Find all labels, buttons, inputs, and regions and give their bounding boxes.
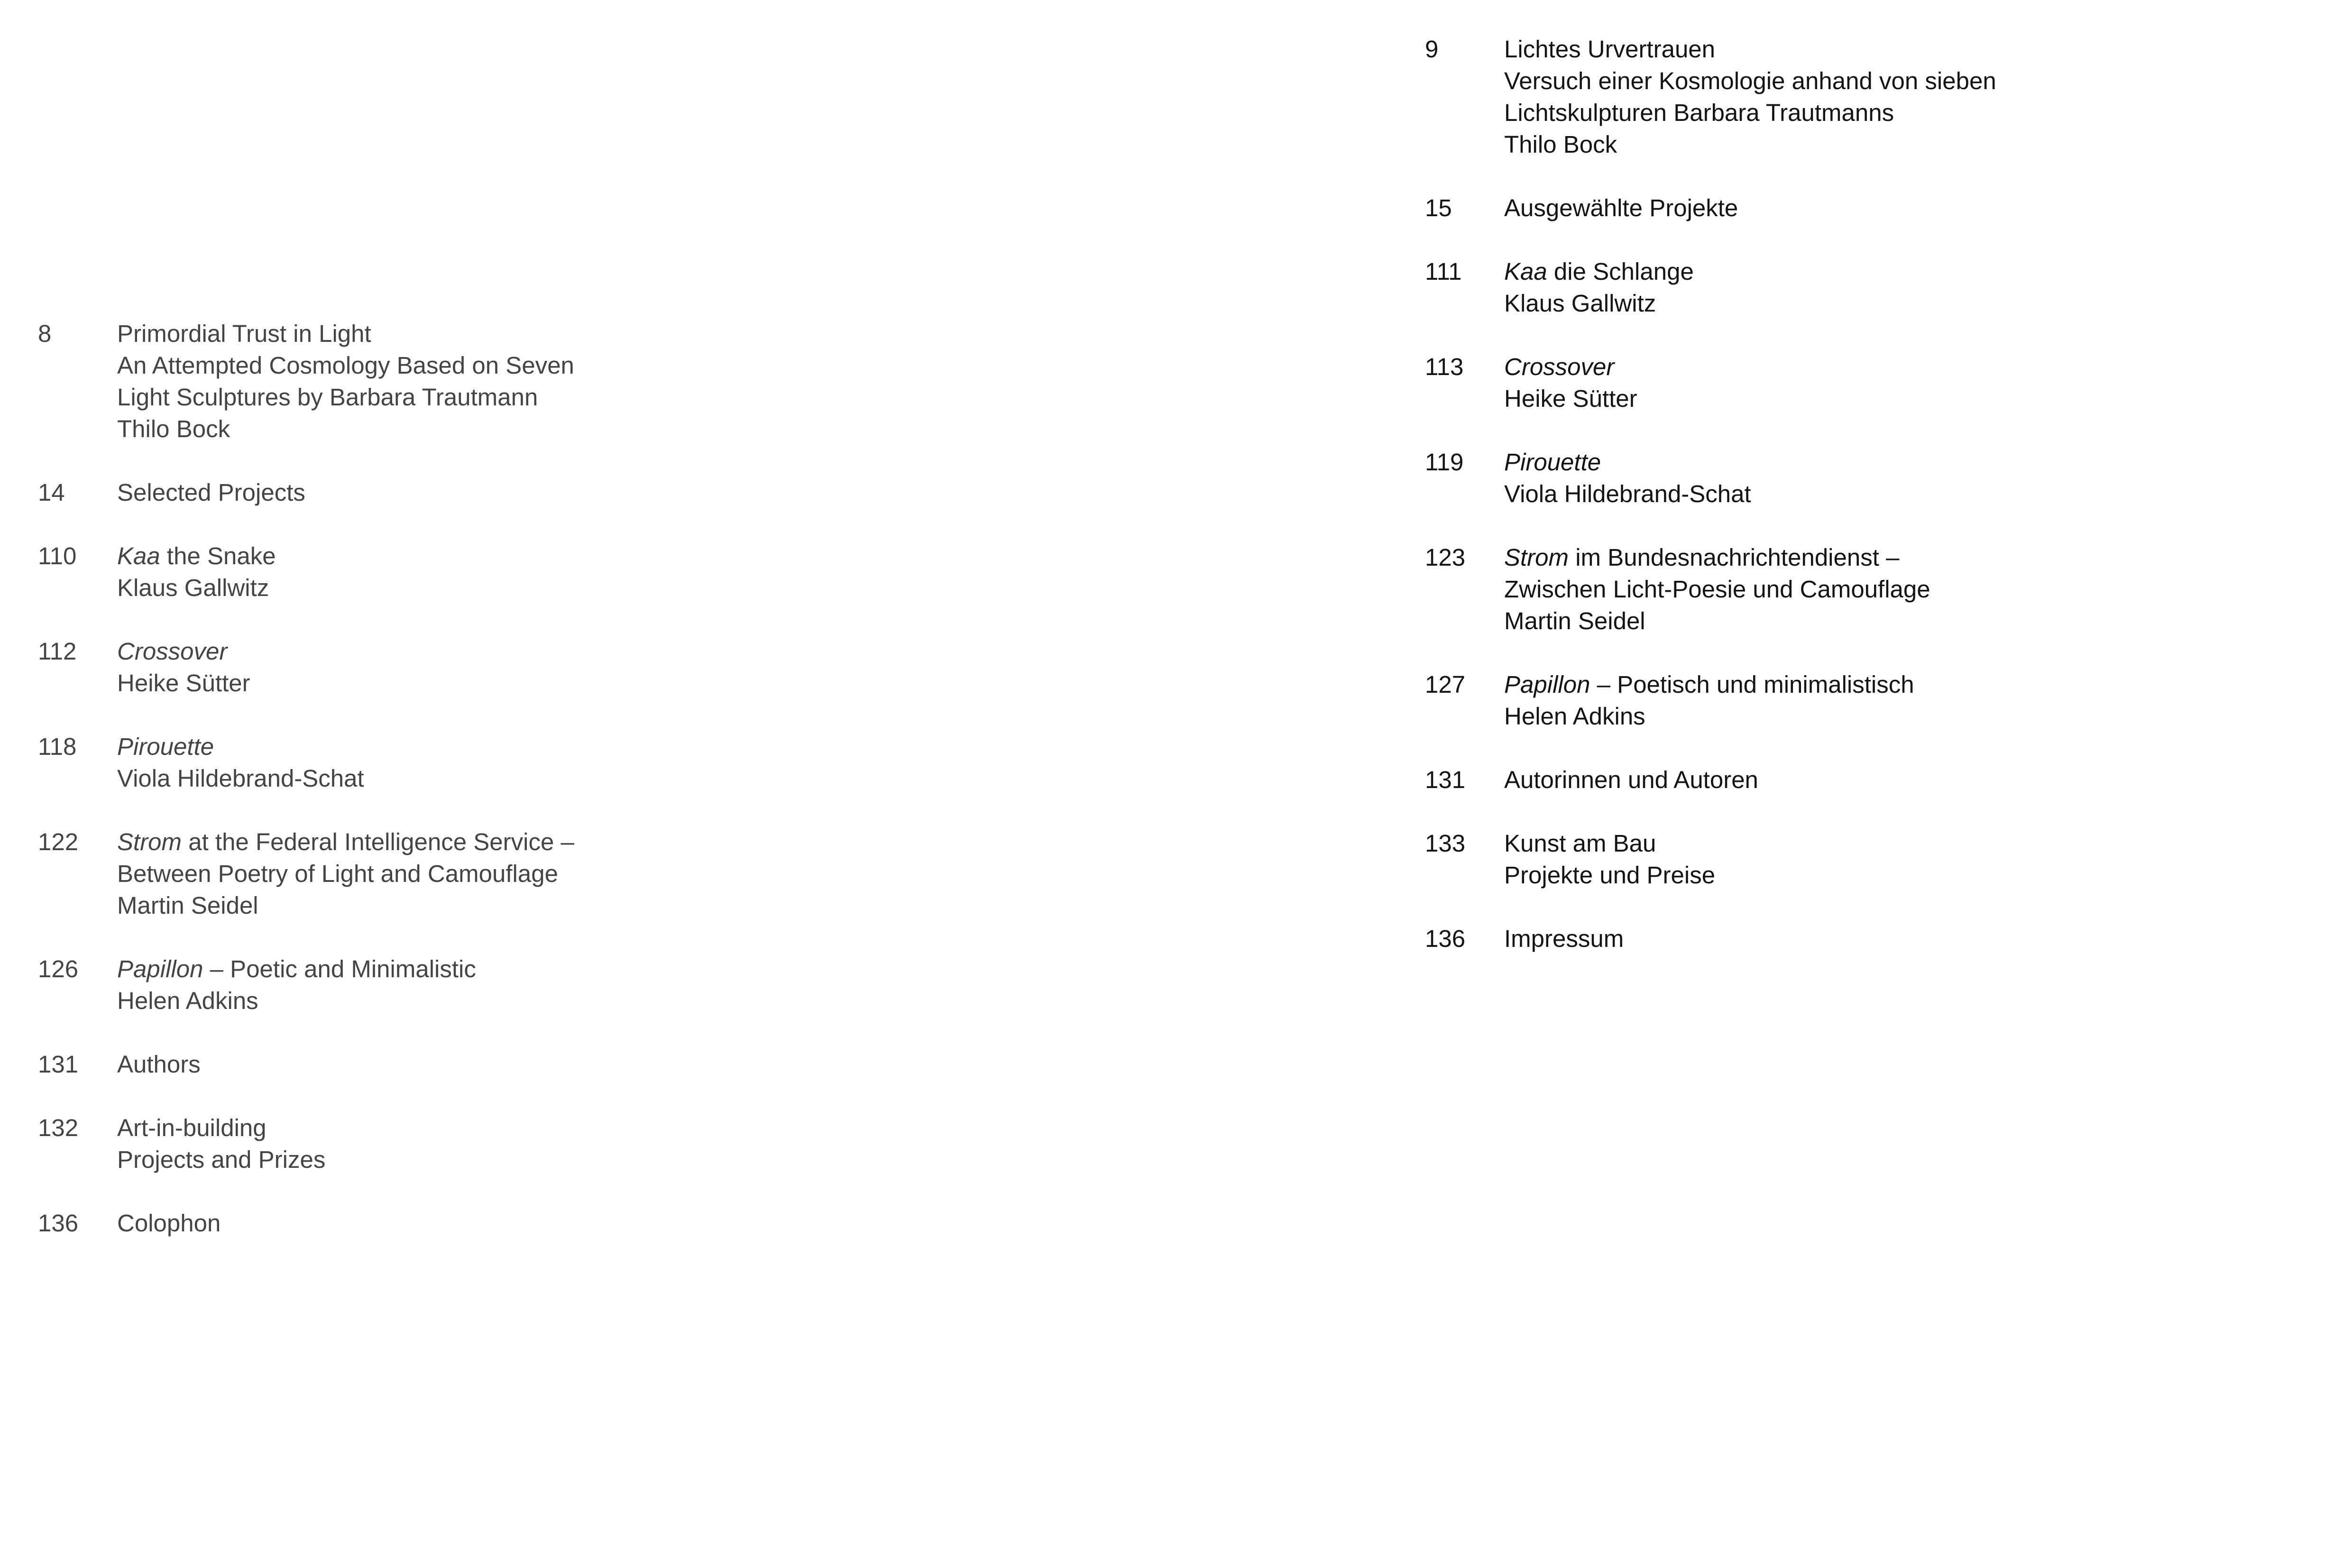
toc-entry[interactable]: [1425, 923, 1996, 954]
entry-title: Papillon – Poetisch und minimalistisch: [1504, 671, 1914, 698]
toc-entry[interactable]: [38, 635, 574, 699]
page-number: 122: [38, 828, 79, 855]
toc-entry[interactable]: [1425, 446, 1996, 510]
page-number: 15: [1425, 194, 1452, 221]
page-number: 136: [38, 1210, 79, 1237]
entry-author: Klaus Gallwitz: [117, 574, 269, 601]
toc-entry[interactable]: [38, 1207, 574, 1239]
entry-subtitle: Lichtskulpturen Barbara Trautmanns: [1504, 99, 1894, 126]
entry-title: Strom at the Federal Intelligence Service –: [117, 828, 574, 855]
entry-subtitle: Projects and Prizes: [117, 1146, 326, 1173]
page-number: 119: [1425, 449, 1464, 476]
entry-title: Colophon: [117, 1210, 221, 1237]
entry-title: Strom im Bundesnachrichtendienst –: [1504, 544, 1900, 571]
toc-entry[interactable]: [1425, 192, 1996, 224]
entry-title: Lichtes Urvertrauen: [1504, 36, 1716, 63]
entry-author: Martin Seidel: [1504, 607, 1645, 634]
entry-author: Helen Adkins: [1504, 703, 1645, 730]
page-number: 113: [1425, 353, 1464, 380]
page-number: 112: [38, 638, 77, 665]
entry-author: Thilo Bock: [117, 415, 230, 442]
toc-entry[interactable]: [1425, 541, 1996, 637]
toc-entry[interactable]: [38, 540, 574, 604]
page-number: 131: [1425, 766, 1466, 793]
toc-entry[interactable]: [1425, 351, 1996, 414]
page-number: 118: [38, 733, 77, 760]
toc-entry[interactable]: [38, 1112, 574, 1175]
toc-entry[interactable]: [1425, 764, 1996, 796]
page-number: 127: [1425, 671, 1466, 698]
page-number: 123: [1425, 544, 1466, 571]
entry-subtitle: An Attempted Cosmology Based on Seven: [117, 352, 574, 379]
entry-subtitle: Projekte und Preise: [1504, 862, 1716, 889]
entry-title: Papillon – Poetic and Minimalistic: [117, 955, 476, 982]
entry-subtitle: Zwischen Licht-Poesie und Camouflage: [1504, 576, 1930, 603]
page-number: 126: [38, 955, 79, 982]
entry-title: Impressum: [1504, 925, 1624, 952]
toc-english: [38, 318, 574, 1271]
entry-author: Heike Sütter: [1504, 385, 1637, 412]
toc-entry[interactable]: [1425, 33, 1996, 160]
page-number: 133: [1425, 830, 1466, 857]
entry-author: Martin Seidel: [117, 892, 258, 919]
toc-entry[interactable]: [1425, 256, 1996, 319]
entry-author: Klaus Gallwitz: [1504, 290, 1656, 317]
entry-title: Crossover: [1504, 353, 1615, 380]
page-number: 111: [1425, 258, 1462, 285]
entry-author: Heike Sütter: [117, 669, 250, 697]
page-number: 8: [38, 320, 52, 347]
toc-entry[interactable]: [38, 731, 574, 794]
entry-title: Ausgewählte Projekte: [1504, 194, 1738, 221]
entry-title: Art-in-building: [117, 1114, 266, 1141]
entry-author: Thilo Bock: [1504, 131, 1617, 158]
page-number: 110: [38, 542, 77, 569]
toc-entry[interactable]: [38, 953, 574, 1017]
entry-subtitle: Light Sculptures by Barbara Trautmann: [117, 384, 538, 411]
page-number: 14: [38, 479, 65, 506]
toc-entry[interactable]: [38, 1048, 574, 1080]
entry-title: Primordial Trust in Light: [117, 320, 371, 347]
page-number: 9: [1425, 36, 1439, 63]
entry-title: Kunst am Bau: [1504, 830, 1656, 857]
entry-title: Autorinnen und Autoren: [1504, 766, 1758, 793]
entry-subtitle: Between Poetry of Light and Camouflage: [117, 860, 558, 887]
entry-title: Crossover: [117, 638, 228, 665]
entry-title: Pirouette: [1504, 449, 1601, 476]
toc-entry[interactable]: [38, 318, 574, 445]
page-number: 136: [1425, 925, 1466, 952]
toc-german: [1425, 33, 1996, 986]
toc-entry[interactable]: [38, 826, 574, 921]
page-number: 131: [38, 1051, 79, 1078]
entry-title: Selected Projects: [117, 479, 305, 506]
entry-author: Viola Hildebrand-Schat: [1504, 480, 1751, 507]
entry-subtitle: Versuch einer Kosmologie anhand von sieben: [1504, 67, 1996, 94]
entry-author: Viola Hildebrand-Schat: [117, 765, 364, 792]
entry-author: Helen Adkins: [117, 987, 258, 1014]
toc-entry[interactable]: [1425, 669, 1996, 732]
toc-entry[interactable]: [1425, 827, 1996, 891]
entry-title: Pirouette: [117, 733, 214, 760]
entry-title: Authors: [117, 1051, 201, 1078]
page-number: 132: [38, 1114, 79, 1141]
entry-title: Kaa the Snake: [117, 542, 276, 569]
entry-title: Kaa die Schlange: [1504, 258, 1694, 285]
toc-entry[interactable]: [38, 477, 574, 508]
